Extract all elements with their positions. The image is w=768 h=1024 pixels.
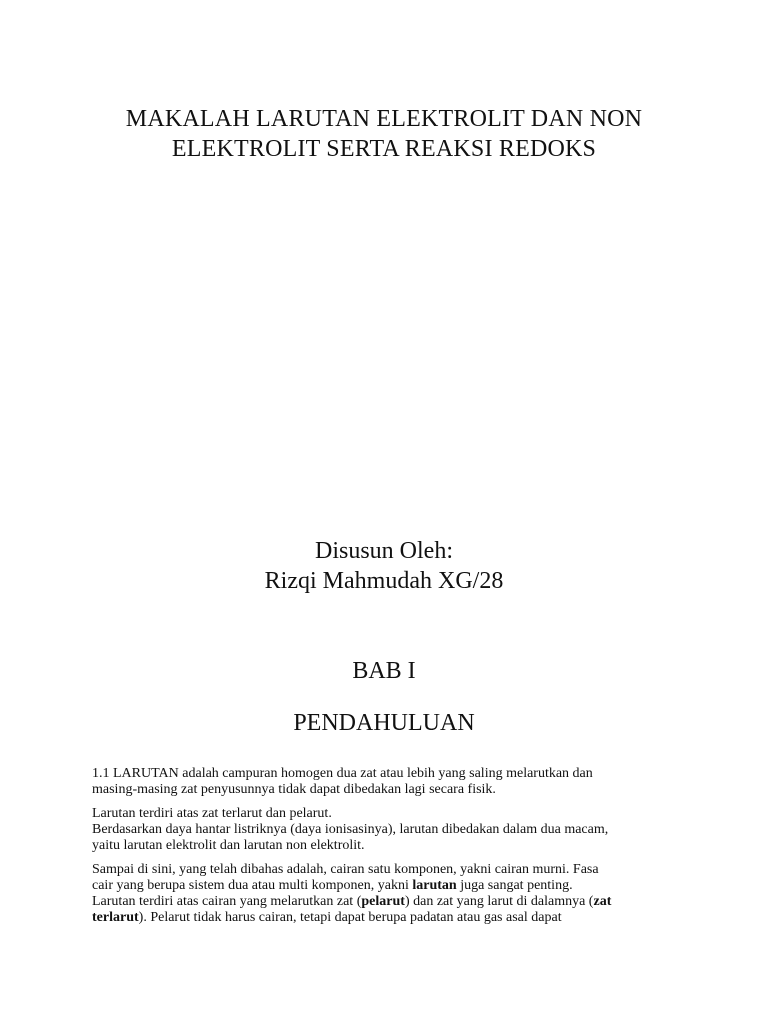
title-line-2: ELEKTROLIT SERTA REAKSI REDOKS (171, 136, 597, 162)
text-run: Larutan terdiri atas cairan yang melarutkan zat ( (92, 894, 362, 909)
paragraph-line: 1.1 LARUTAN adalah campuran homogen dua zat atau lebih yang saling melarutkan dan (92, 766, 593, 781)
bold-term-larutan: larutan (412, 878, 457, 893)
text-run: cair yang berupa sistem dua atau multi komponen, yakni (92, 878, 413, 893)
paragraph-line (92, 878, 682, 894)
paragraph-line: masing-masing zat penyusunnya tidak dapat dibedakan lagi secara fisik. (92, 782, 496, 797)
bold-term-pelarut: pelarut (361, 894, 405, 909)
paragraph-1 (92, 766, 682, 798)
document-title (0, 104, 768, 164)
paragraph-line (92, 894, 682, 910)
author-name: Rizqi Mahmudah XG/28 (264, 568, 504, 594)
chapter-heading: BAB I (352, 658, 416, 684)
chapter-title: PENDAHULUAN (293, 710, 475, 736)
text-run: ) dan zat yang larut di dalamnya ( (404, 894, 594, 909)
bold-term-terlarut: terlarut (92, 910, 139, 925)
paragraph-line: yaitu larutan elektrolit dan larutan non elektrolit. (92, 838, 365, 853)
paragraph-line: Berdasarkan daya hantar listriknya (daya ionisasinya), larutan dibedakan dalam dua macam, (92, 822, 609, 837)
paragraph-line (92, 910, 682, 926)
author-block (0, 536, 768, 596)
paragraph-line: Larutan terdiri atas zat terlarut dan pelarut. (92, 806, 332, 821)
text-run: ). Pelarut tidak harus cairan, tetapi dapat berupa padatan atau gas asal dapat (138, 910, 562, 925)
paragraph-line: Sampai di sini, yang telah dibahas adalah, cairan satu komponen, yakni cairan murni. Fasa (92, 862, 599, 877)
bold-term-zat: zat (593, 894, 612, 909)
author-label: Disusun Oleh: (315, 538, 453, 564)
body-text (92, 766, 682, 934)
text-run: juga sangat penting. (456, 878, 573, 893)
title-line-1: MAKALAH LARUTAN ELEKTROLIT DAN NON (125, 106, 643, 132)
paragraph-2 (92, 806, 682, 854)
paragraph-3 (92, 862, 682, 926)
